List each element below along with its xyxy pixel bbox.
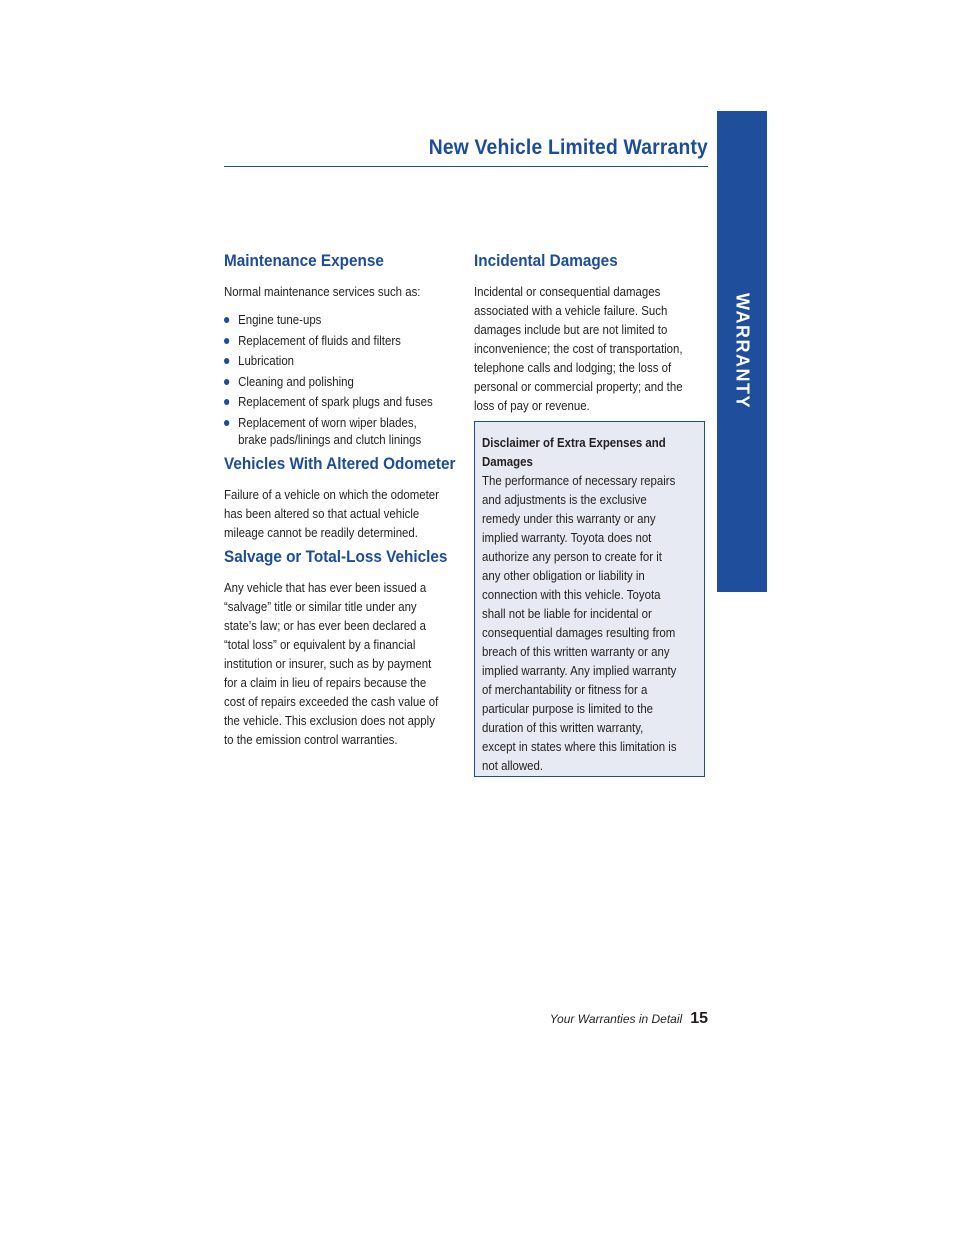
bullet-icon <box>224 338 229 344</box>
list-item: Cleaning and polishing <box>224 373 432 390</box>
incidental-heading: Incidental Damages <box>474 251 618 270</box>
incidental-section <box>474 250 706 415</box>
bullet-icon <box>224 399 229 405</box>
bullet-icon <box>224 317 229 323</box>
side-tab <box>717 111 767 592</box>
right-column <box>474 250 706 415</box>
salvage-text: Any vehicle that has ever been issued a “salvage” title or similar title under any state’s law; or has ever been declared a “total loss” or equivalent by a financial institution or insurer, such as by payment for a claim in lieu of repairs because the cost of repairs exceeded the cash value of the vehicle. This exclusion does not apply to the emission control warranties. <box>224 580 439 747</box>
maintenance-intro: Normal maintenance services such as: <box>224 284 421 299</box>
list-item: Replacement of fluids and filters <box>224 332 432 349</box>
bullet-icon <box>224 379 229 385</box>
list-item: Engine tune-ups <box>224 311 432 328</box>
list-item: Lubrication <box>224 352 432 369</box>
maintenance-heading: Maintenance Expense <box>224 251 384 270</box>
odometer-section <box>224 453 481 542</box>
bullet-icon <box>224 358 229 364</box>
list-item: Replacement of spark plugs and fuses <box>224 393 432 410</box>
salvage-heading: Salvage or Total-Loss Vehicles <box>224 547 448 566</box>
bullet-icon <box>224 420 229 426</box>
left-column <box>224 250 460 747</box>
incidental-text: Incidental or consequential damages associated with a vehicle failure. Such damages include but are not limited to inconvenience; the cost of transportation, telephone calls and lodging; the loss of personal or commercial property; and the loss of pay or revenue. <box>474 284 683 413</box>
odometer-text: Failure of a vehicle on which the odometer has been altered so that actual vehicle mileage cannot be readily determined. <box>224 487 439 540</box>
page-number: 15 <box>690 1010 708 1027</box>
disclaimer-box <box>474 421 705 777</box>
footer-label: Your Warranties in Detail <box>549 1012 683 1026</box>
disclaimer-title: Disclaimer of Extra Expenses and Damages <box>482 435 666 469</box>
maintenance-list <box>224 311 460 448</box>
title-divider <box>224 166 708 167</box>
odometer-heading: Vehicles With Altered Odometer <box>224 454 456 473</box>
page-title: New Vehicle Limited Warranty <box>428 136 708 159</box>
maintenance-section <box>224 250 460 448</box>
page-footer <box>550 1010 708 1028</box>
salvage-section <box>224 546 472 749</box>
side-tab-label: WARRANTY <box>732 293 753 409</box>
list-item: Replacement of worn wiper blades, brake pads/linings and clutch linings <box>224 414 432 448</box>
disclaimer-text: The performance of necessary repairs and adjustments is the exclusive remedy under this warranty or any implied warranty. Toyota does not authorize any person to create for it any other obligation or liability in connection with this vehicle. Toyota shall not be liable for incidental or consequential damages resulting from breach of this written warranty or any implied warranty. Any implied warranty of merchantability or fitness for a particular purpose is limited to the duration of this written warranty, except in states where this limitation is not allowed. <box>482 473 677 773</box>
